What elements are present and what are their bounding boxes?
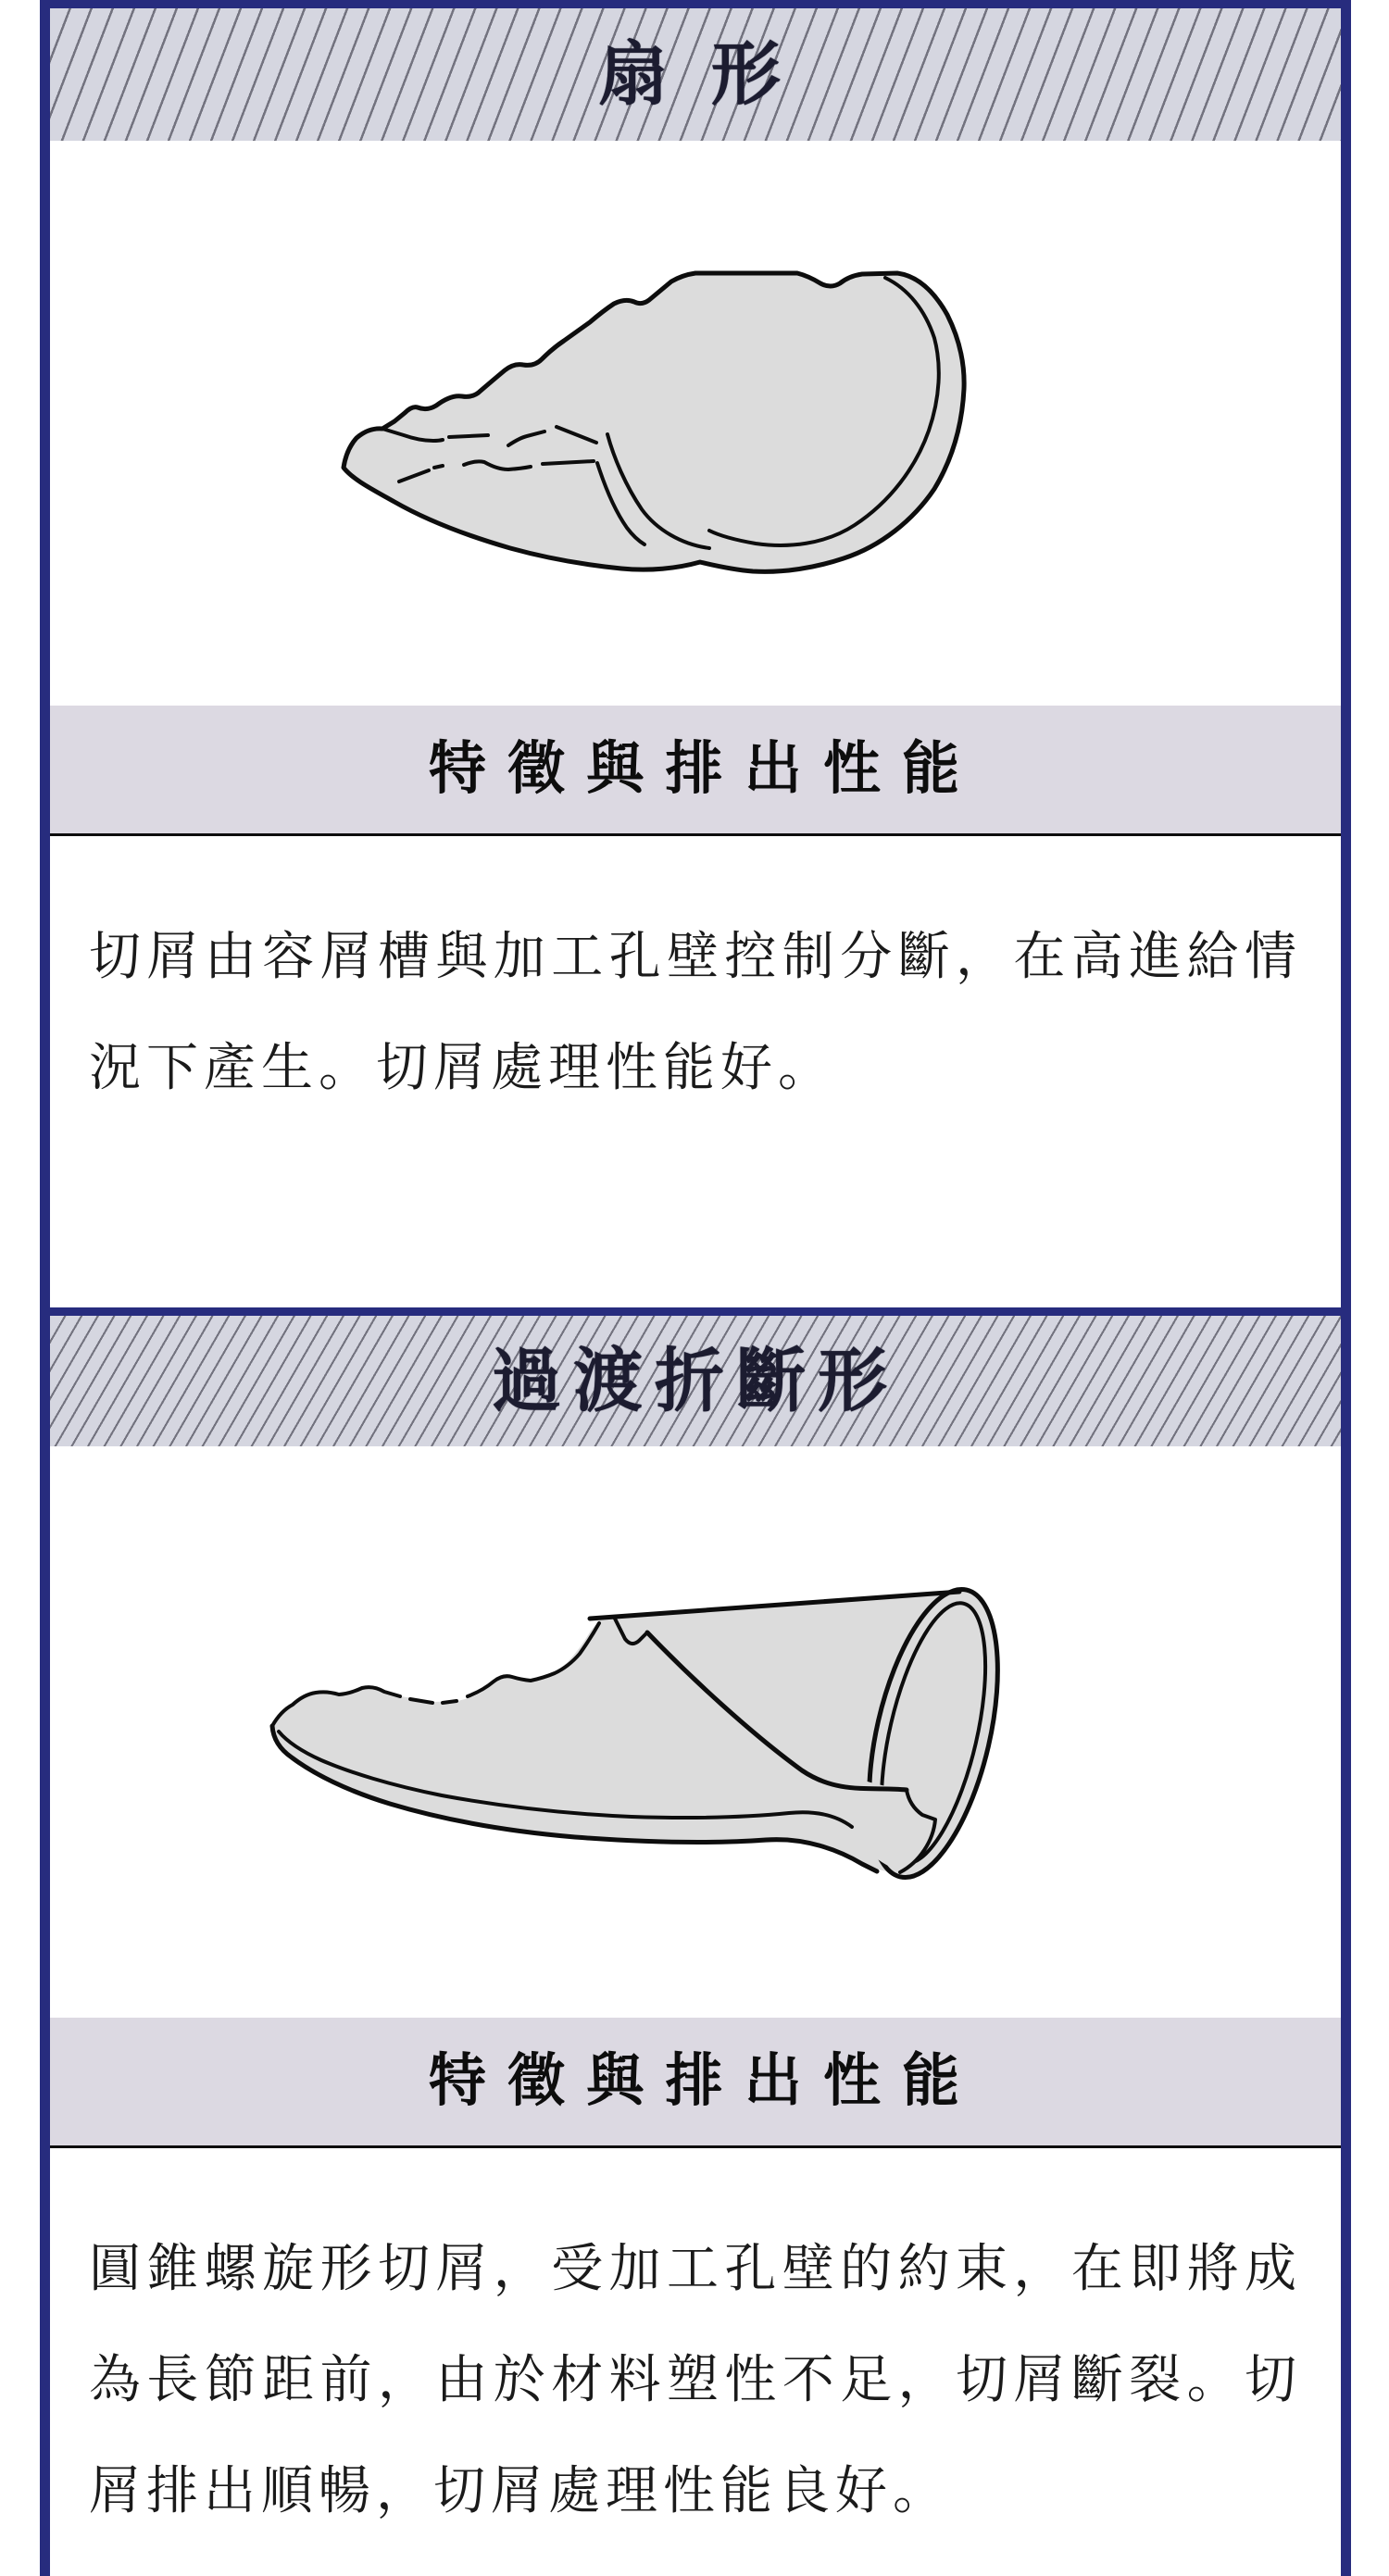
fan-description-text: 切屑由容屑槽與加工孔壁控制分斷，在高進給情況下產生。切屑處理性能好。 bbox=[89, 927, 1302, 1096]
fan-chip-outline bbox=[344, 273, 964, 571]
section-transitional-title: 過渡折斷形 bbox=[491, 1342, 899, 1419]
transitional-subtitle-text: 特 徵 與 排 出 性 能 bbox=[428, 2049, 963, 2113]
fan-chip-upper-dashes bbox=[449, 435, 488, 437]
conical-chip-figure-area bbox=[50, 1446, 1341, 2018]
transitional-description-text: 圓錐螺旋形切屑，受加工孔壁的約束，在即將成為長節距前，由於材料塑性不足，切屑斷裂。切屑排出順暢，切屑處理性能良好。 bbox=[89, 2239, 1302, 2520]
conical-chip-tail-dashes bbox=[443, 1701, 457, 1703]
transitional-subtitle-bar bbox=[50, 2018, 1341, 2148]
section-transitional-header-band bbox=[50, 1316, 1341, 1446]
section-divider bbox=[50, 1307, 1341, 1316]
section-fan-header-band bbox=[50, 8, 1341, 141]
fan-subtitle-text: 特 徵 與 排 出 性 能 bbox=[428, 737, 963, 801]
fan-chip-lower-dashes bbox=[434, 466, 443, 468]
conical-chip-illustration bbox=[260, 1497, 1094, 2016]
section-fan-shape bbox=[50, 8, 1341, 1307]
fan-chip-figure-area bbox=[50, 141, 1341, 706]
section-transitional-break-shape bbox=[50, 1316, 1341, 2571]
chip-shape-table bbox=[40, 0, 1351, 2576]
fan-subtitle-bar bbox=[50, 706, 1341, 836]
section-fan-title: 扇 形 bbox=[598, 35, 793, 113]
fan-chip-illustration bbox=[316, 250, 982, 593]
